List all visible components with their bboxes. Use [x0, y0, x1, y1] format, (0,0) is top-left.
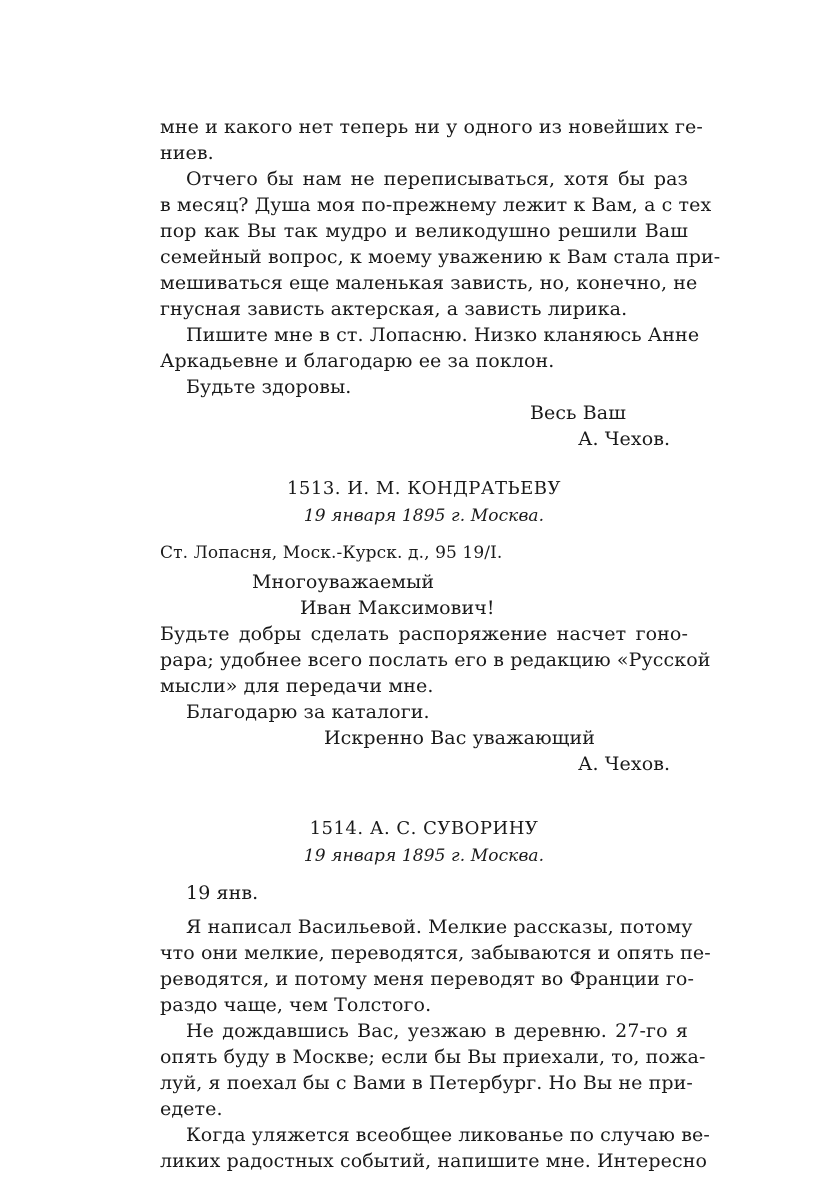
- text-line: рара; удобнее всего послать его в редакцию «Русской: [160, 649, 711, 671]
- text-line: мне и какого нет теперь ни у одного из новейших ге-: [160, 116, 703, 138]
- text-line: Пишите мне в ст. Лопасню. Низко кланяюсь Анне: [186, 324, 700, 346]
- text-line: семейный вопрос, к моему уважению к Вам стала при-: [160, 246, 721, 268]
- text-line: ниев.: [160, 142, 214, 164]
- signature: А. Чехов.: [578, 753, 671, 775]
- text-line: Аркадьевне и благодарю ее за поклон.: [160, 350, 555, 372]
- text-line: раздо чаще, чем Толстого.: [160, 994, 432, 1016]
- letter-heading: 1513. И. М. КОНДРАТЬЕВУ: [286, 478, 562, 499]
- text-line: едете.: [160, 1098, 223, 1120]
- text-line: реводятся, и потому меня переводят во Франции го-: [160, 968, 694, 990]
- letter-closing: Весь Ваш: [530, 402, 626, 424]
- text-line: мысли» для передачи мне.: [160, 675, 434, 697]
- text-line: в месяц? Душа моя по-прежнему лежит к Вам, а с тех: [160, 194, 712, 216]
- letter-closing: Искренно Вас уважающий: [324, 727, 596, 749]
- text-line: ликих радостных событий, напишите мне. Интересно: [160, 1150, 708, 1172]
- text-line: что они мелкие, переводятся, забываются и опять пе-: [160, 942, 711, 964]
- text-line: луй, я поехал бы с Вами в Петербург. Но Вы не при-: [160, 1072, 693, 1094]
- text-line: Будьте добры сделать распоряжение насчет гоно-: [160, 623, 688, 645]
- text-line: опять буду в Москве; если бы Вы приехали, то, пожа-: [160, 1046, 706, 1068]
- text-line: Я написал Васильевой. Мелкие рассказы, потому: [186, 916, 693, 938]
- text-line: мешиваться еще маленькая зависть, но, конечно, не: [160, 272, 698, 294]
- salutation: Многоуважаемый: [252, 571, 435, 593]
- dateline: 19 янв.: [186, 882, 259, 904]
- text-line: гнусная зависть актерская, а зависть лирика.: [160, 298, 628, 320]
- text-line: Будьте здоровы.: [186, 376, 352, 398]
- text-line: пор как Вы так мудро и великодушно решили Ваш: [160, 220, 688, 242]
- letter-address: Ст. Лопасня, Моск.-Курск. д., 95 19/I.: [160, 543, 503, 563]
- letter-heading: 1514. А. С. СУВОРИНУ: [309, 818, 539, 839]
- letter-date: 19 января 1895 г. Москва.: [303, 506, 545, 526]
- text-line: Благодарю за каталоги.: [186, 701, 430, 723]
- text-line: Когда уляжется всеобщее ликованье по случаю ве-: [186, 1124, 710, 1146]
- text-line: Не дождавшись Вас, уезжаю в деревню. 27-го я: [186, 1020, 688, 1042]
- letter-date: 19 января 1895 г. Москва.: [303, 846, 545, 866]
- signature: А. Чехов.: [578, 428, 671, 450]
- salutation: Иван Максимович!: [300, 597, 495, 619]
- text-line: Отчего бы нам не переписываться, хотя бы раз: [186, 168, 688, 190]
